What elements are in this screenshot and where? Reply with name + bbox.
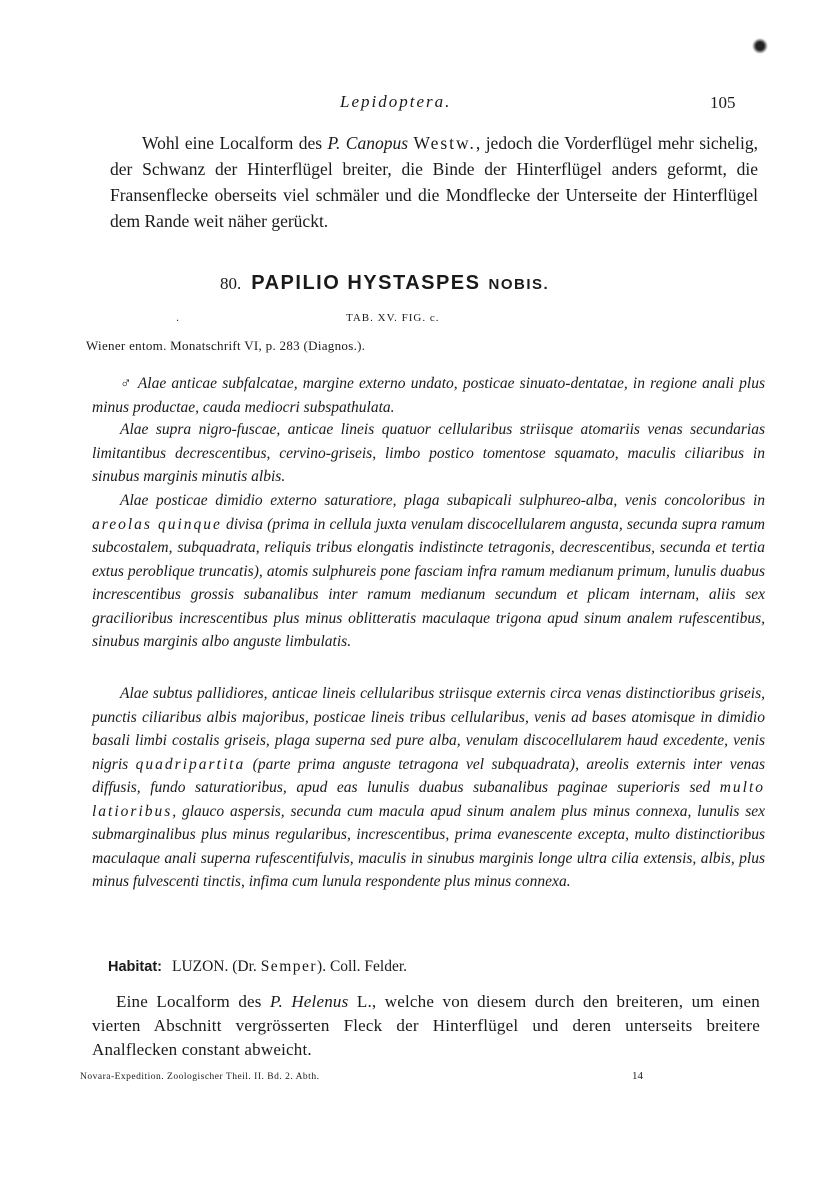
collection-name: Coll. Felder. bbox=[329, 958, 408, 975]
description-paragraph-1: ♂ Alae anticae subfalcatae, margine externo undato, posticae sinuato-dentatae, in regione anali plus minus productae, cauda mediocri subspathulata. bbox=[92, 375, 765, 416]
species-number: 80. bbox=[220, 274, 242, 293]
closing-paragraph: Eine Localform des P. Helenus L., welche von diesem durch den breiteren, um einen vierten Abschnitt vergrösserten Fleck der Hinterflügel und deren unterseits breitere Analflecken constant abweicht. bbox=[92, 992, 760, 1059]
description-paragraph-3: Alae posticae dimidio externo saturatiore, plaga subapicali sulphureo-alba, venis concoloribus in areolas quinque divisa (prima in cellula juxta venulam discocellularem angusta, secunda supra ramum subcostalem, subquadrata, reliquis tribus elongatis indistincte tetragonis, decrescentibus, secunda et tertia extus peroblique truncatis), atomis sulphureis pone fasciam infra ramum medianum primum, lunulis duabus increscentibus grossis subanalibus inter ramum medianum secundum et plicam internam, aliis sex gracilioribus increscentibus plus minus oblitteratis maculaque trigona apud sinum analem rufescentibus, sinubus marginis albo anguste limbulatis. bbox=[92, 492, 765, 650]
habitat-locality: LUZON. bbox=[171, 958, 229, 975]
running-title: Lepidoptera. bbox=[340, 92, 452, 111]
footer-signature: Novara-Expedition. Zoologischer Theil. II. Bd. 2. Abth. bbox=[80, 1072, 320, 1082]
intro-paragraph: Wohl eine Localform des P. Canopus Westw., jedoch die Vorderflügel mehr sichelig, der Schwanz der Hinterflügel breiter, die Binde der Hinterflügel anders geformt, die Fransenflecke oberseits viel schmäler und die Mondflecke der Unterseite der Hinterflügel dem Rande weit näher gerückt. bbox=[110, 133, 759, 231]
ink-smudge bbox=[752, 38, 768, 54]
habitat-label: Habitat: bbox=[108, 959, 162, 975]
male-symbol: ♂ bbox=[120, 375, 133, 392]
page-number: 105 bbox=[710, 93, 736, 112]
literature-reference: Wiener entom. Monatschrift VI, p. 283 (Diagnos.). bbox=[86, 338, 366, 353]
species-authority: NOBIS. bbox=[488, 276, 550, 293]
species-reference-helenus: P. Helenus bbox=[270, 992, 349, 1011]
footer-sheet-number: 14 bbox=[632, 1070, 643, 1082]
description-paragraph-2: Alae supra nigro-fuscae, anticae lineis quatuor cellularibus striisque atomariis venas secundarias limitantibus decrescentibus, cervino-griseis, limbo postico tomentose squamato, maculis ciliaribus in sinubus marginis minutis albis. bbox=[92, 421, 765, 485]
species-heading bbox=[220, 272, 640, 295]
collector-name: Semper bbox=[260, 958, 318, 975]
plate-reference: TAB. XV. FIG. c. bbox=[346, 312, 440, 324]
description-paragraph-4: Alae subtus pallidiores, anticae lineis cellularibus striisque externis circa venas distinctioribus griseis, punctis ciliaribus albis majoribus, posticae lineis tribus cellularibus, venis ad bases atomisque in dimidio basali limbi costalis griseis, plaga superna sed pure alba, venulam discocellularem haud excedente, venis nigris quadripartita (parte prima anguste tetragona vel subquadrata), areolis externis inter venas diffusis, fundo saturatioribus, apud eas lunulis duabus subanalibus paginae superioris sed multo latioribus, glauco aspersis, secunda cum macula apud sinum analem plus minus connexa, lunulis sex submarginalibus plus minus regularibus, increscentibus, prima evanescente excepta, multo distinctioribus maculaque anali superna rufescentifulvis, maculis in sinubus marginis longe ultra cilia extensis, albis, plus minus fulvescenti tinctis, infima cum lunula respondente plus minus connexa. bbox=[92, 685, 765, 890]
author-name: Westw. bbox=[413, 133, 476, 153]
species-reference: P. Canopus bbox=[327, 133, 409, 153]
habitat-line: Habitat: LUZON. (Dr. Semper). Coll. Felder. bbox=[108, 958, 408, 975]
stray-dot: · bbox=[176, 316, 180, 327]
species-name: PAPILIO HYSTASPES bbox=[251, 272, 481, 294]
